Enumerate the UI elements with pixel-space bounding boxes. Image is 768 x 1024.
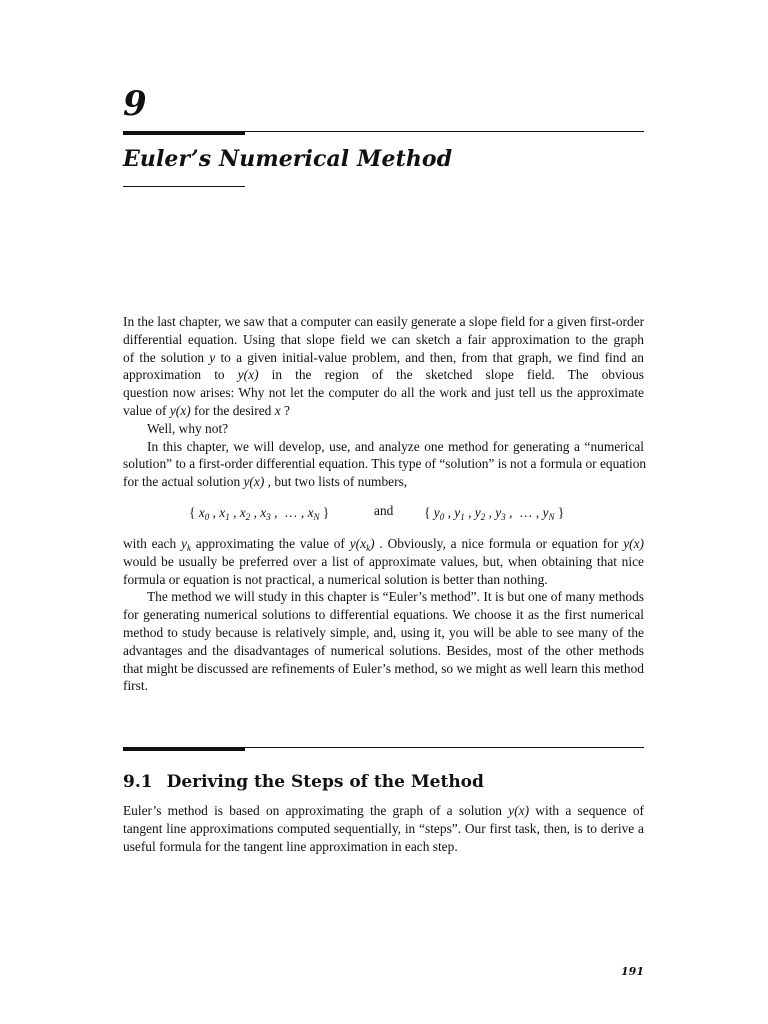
math-symbol: y [209,349,216,365]
section-heading [123,770,484,794]
section-paragraph-1 [123,802,644,855]
text-span: to a given initial-value problem, and then, from that graph, we find find an [215,349,644,365]
math-symbol: y(x) [508,803,530,818]
section-title: Deriving the Steps of the Method [166,772,484,792]
text-span: value of [123,402,170,418]
section-rule-thin [245,747,644,748]
text-span: with each [123,536,181,551]
text-span: with a sequence of [529,803,644,818]
chapter-rule-thin [245,131,644,132]
text-line: method to study because is relatively simple, and, using it, you will be able to see many of the [123,624,644,640]
text-line [123,366,644,384]
text-line: The method we will study in this chapter is “Euler’s method”. It is but one of many methods [147,589,644,605]
text-line: tangent line approximations computed sequentially, in “steps”. Our first task, then, is to derive a [123,820,644,836]
math-symbol: $y(x_k)$ [349,536,375,553]
text-span: approximating the value of [190,536,350,551]
intro-paragraph-4 [123,535,644,695]
text-line: would be usually be preferred over a list of approximate values, but, when obtaining that nice [123,553,644,569]
and-word: and [374,503,394,518]
text-line: for generating numerical solutions to differential equations. We choose it as the first numerical [123,607,644,623]
text-line: In the last chapter, we saw that a computer can easily generate a slope field for a given first-order [123,314,645,329]
section-number: 9.1 [123,772,153,792]
chapter-title-underline [123,186,245,187]
text-span: . Obviously, a nice formula or equation for [374,536,624,551]
text-line: first. [123,678,148,694]
text-line [123,535,644,553]
text-span: in the region of the sketched slope field. The obvious [258,367,644,383]
text-line: that might be discussed are refinements of Euler’s method, so we might as well learn this method [123,660,644,676]
text-line: solution” to a first-order differential equation. This type of “solution” is not a formula or equation [123,456,647,472]
text-span: of the solution [123,349,210,365]
chapter-title: Euler’s Numerical Method [123,146,453,172]
text-span: approximation to [123,367,238,383]
text-line [123,349,644,367]
intro-paragraph-1 [123,313,647,491]
text-span: for the desired [190,402,275,418]
text-line: question now arises: Why not let the computer do all the work and just tell us the approximate [123,385,644,401]
math-symbol: y(x) [243,474,265,490]
math-symbol: y(x) [237,367,259,383]
text-span: for the actual solution [123,474,244,490]
text-line: advantages and the disadvantages of numerical solutions. Besides, most of the other methods [123,642,644,658]
text-line [123,402,644,420]
text-line: formula or equation is not practical, a numerical solution is better than nothing. [123,571,548,587]
text-line: differential equation. Using that slope field we can sketch a fair approximation to the graph [123,331,644,347]
y-list: { $y_0$ , $y_1$ , $y_2$ , $y_3$ , … , $y_N$ } [424,505,565,522]
math-symbol: y(x) [169,402,191,418]
text-span: Euler’s method is based on approximating the graph of a solution [123,803,509,818]
x-list: { $x_0$ , $x_1$ , $x_2$ , $x_3$ , … , $x_N$ } [189,505,330,522]
chapter-rule-thick [123,131,245,135]
intro-paragraph-2: Well, why not? [147,420,229,436]
text-line: In this chapter, we will develop, use, and analyze one method for generating a “numerical [147,438,644,454]
display-equation [123,503,644,523]
text-span: , but two lists of numbers, [264,474,408,490]
section-rule-thick [123,747,245,751]
text-line: useful formula for the tangent line approximation in each step. [123,838,458,854]
chapter-number: 9 [123,84,147,124]
math-symbol: x [274,402,281,418]
text-line [123,473,644,491]
page-number: 191 [621,965,644,978]
math-symbol: y(x) [623,536,644,551]
math-symbol: $y_k$ [181,536,191,553]
text-line [123,802,644,820]
text-span: ? [280,402,290,418]
